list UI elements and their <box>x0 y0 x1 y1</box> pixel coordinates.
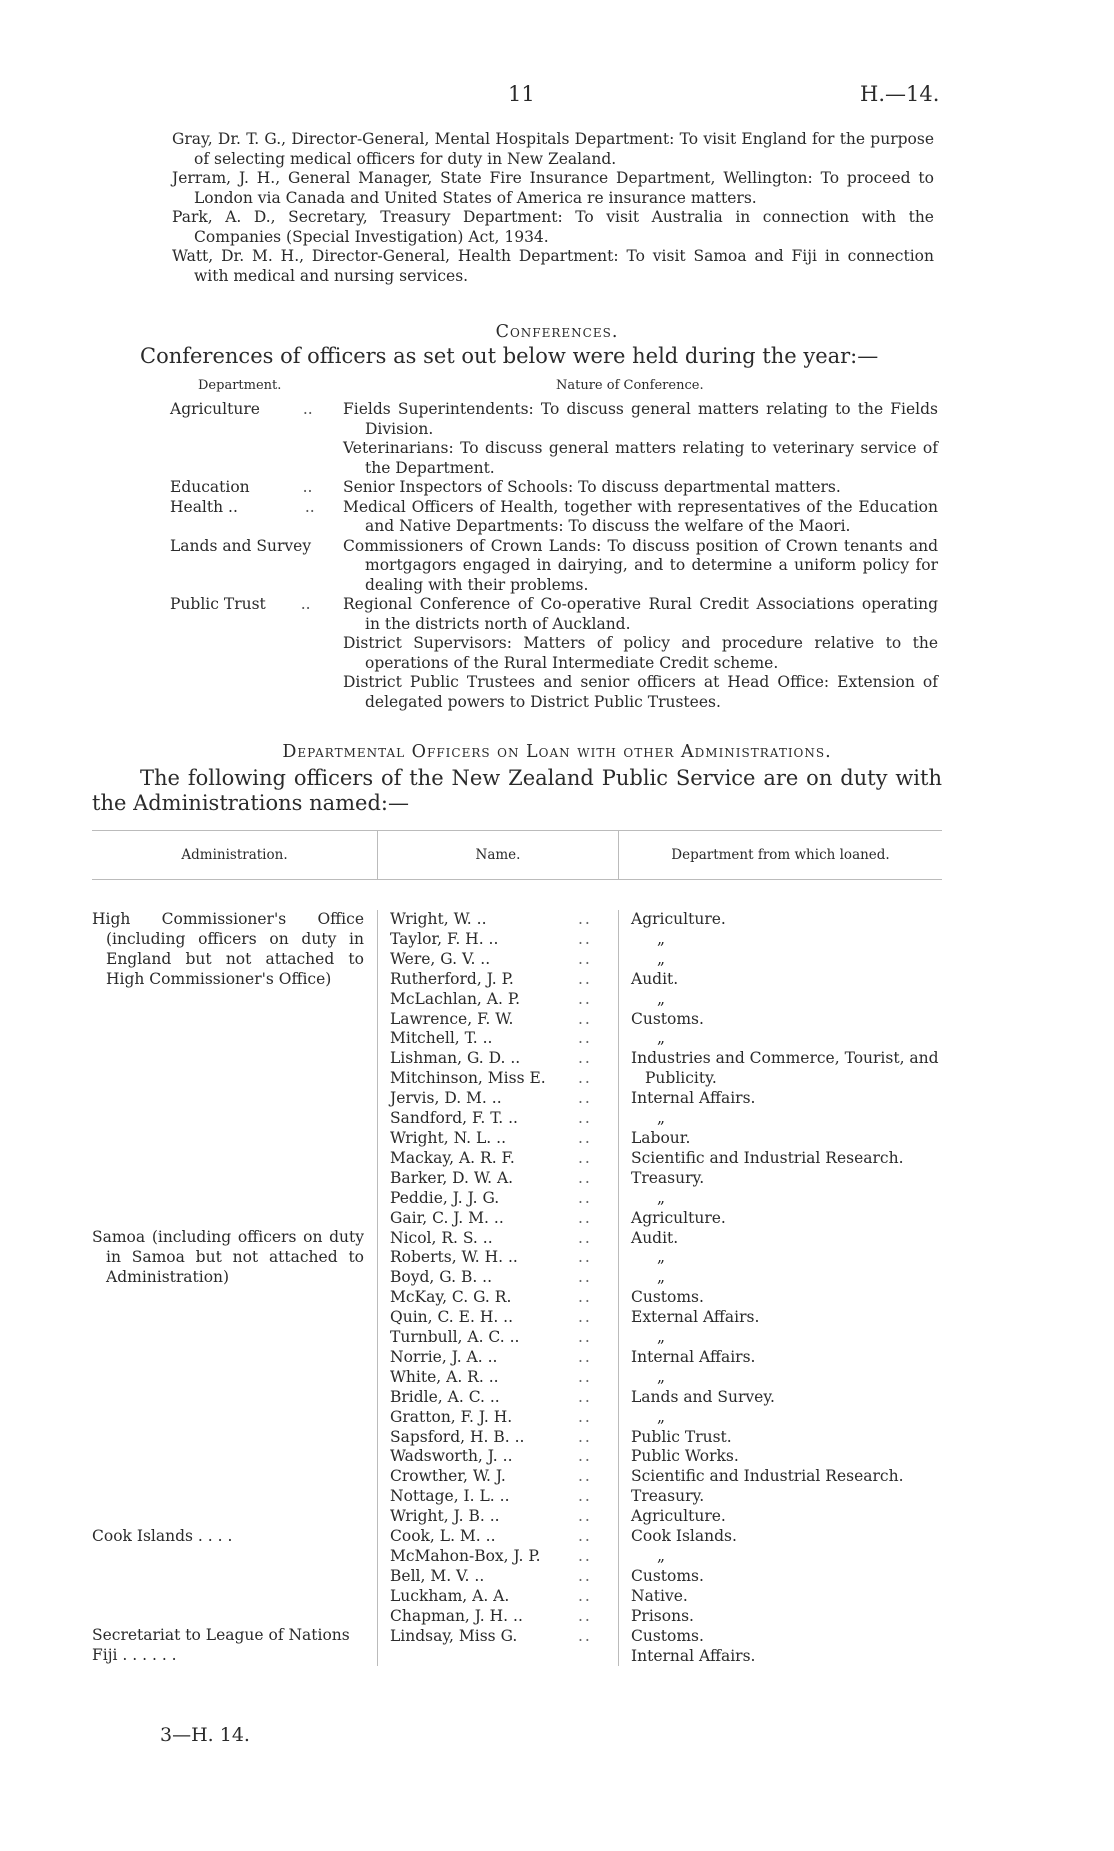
conference-department: Education .. <box>170 478 313 496</box>
conference-department: Lands and Survey <box>170 536 312 555</box>
officer-name-row: Lishman, G. D. .. .. <box>378 1049 618 1069</box>
conference-row <box>170 439 938 478</box>
officer-name-row: Mitchell, T. .. .. <box>378 1029 618 1049</box>
officer-name: Wright, W. .. <box>390 910 487 928</box>
officer-name: Nicol, R. S. .. <box>390 1228 493 1247</box>
officer-name: Peddie, J. J. G. <box>390 1188 500 1207</box>
conferences-heading: Conferences. <box>495 322 619 342</box>
conference-department: Public Trust .. <box>170 595 311 613</box>
travel-entry: Watt, Dr. M. H., Director-General, Health Department: To visit Samoa and Fiji in connection with medical and nursing services. <box>172 247 934 285</box>
loan-department: Public Works. <box>631 1447 739 1466</box>
officer-name-row: Nottage, I. L. .. .. <box>378 1487 618 1507</box>
loan-department: Audit. <box>631 969 679 988</box>
officer-name: Bridle, A. C. .. <box>390 1387 500 1406</box>
officer-name-row: Wadsworth, J. .. .. <box>378 1447 618 1467</box>
travel-list <box>172 130 934 286</box>
conference-nature: Veterinarians: To discuss general matters relating to veterinary service of the Department. <box>343 439 938 477</box>
officer-name: Luckham, A. A. <box>390 1586 510 1605</box>
officer-name: Bell, M. V. .. <box>390 1566 485 1585</box>
conference-row <box>170 537 938 596</box>
conference-row <box>170 498 938 537</box>
officer-name-row: Taylor, F. H. .. .. <box>378 930 618 950</box>
conference-row <box>170 634 938 673</box>
officer-name: Sapsford, H. B. .. <box>390 1427 525 1446</box>
officer-name: Roberts, W. H. .. <box>390 1248 518 1267</box>
travel-entry: Gray, Dr. T. G., Director-General, Mental Hospitals Department: To visit England for the purpose of selecting medical officers for duty in New Zealand. <box>172 130 935 168</box>
officer-name-row: Norrie, J. A. .. .. <box>378 1348 618 1368</box>
officer-name: Barker, D. W. A. <box>390 1168 514 1187</box>
loan-department: Customs. <box>631 1009 704 1028</box>
loans-table <box>92 830 942 1666</box>
loan-department: Cook Islands. <box>631 1527 737 1546</box>
conferences-intro: Conferences of officers as set out below were held during the year:— <box>140 344 879 368</box>
officer-name: Nottage, I. L. .. <box>390 1487 510 1506</box>
col-name: Name. <box>377 831 618 879</box>
col-administration: Administration. <box>181 847 288 863</box>
officer-name: Turnbull, A. C. .. <box>390 1328 520 1347</box>
conference-nature: Fields Superintendents: To discuss general matters relating to the Fields Division. <box>343 400 938 438</box>
loan-department: „ <box>657 1188 666 1207</box>
loan-department: Treasury. <box>631 1168 705 1187</box>
conference-department <box>170 634 343 673</box>
loan-department: „ <box>657 1248 666 1267</box>
officer-name-row: Luckham, A. A. .. <box>378 1587 618 1607</box>
officer-name-row: Chapman, J. H. .. .. <box>378 1607 618 1627</box>
conference-row <box>170 595 938 634</box>
officer-name-row: Bridle, A. C. .. .. <box>378 1388 618 1408</box>
loan-department: „ <box>657 1029 666 1048</box>
conference-nature: Regional Conference of Co-operative Rural Credit Associations operating in the districts north of Auckland. <box>343 595 938 633</box>
loan-department: „ <box>657 929 666 948</box>
loan-department: Agriculture. <box>631 910 726 928</box>
officer-name-row: Mitchinson, Miss E. .. <box>378 1069 618 1089</box>
officer-name-row: White, A. R. .. .. <box>378 1368 618 1388</box>
administration-entry: Samoa (including officers on duty in Samoa but not attached to Administration) <box>92 1228 364 1287</box>
officer-name: Lawrence, F. W. <box>390 1009 514 1028</box>
officer-name-row: Cook, L. M. .. .. <box>378 1527 618 1547</box>
officer-name: Mackay, A. R. F. <box>390 1148 515 1167</box>
officer-name-row: Lawrence, F. W. .. <box>378 1010 618 1030</box>
officer-name-row: McKay, C. G. R. .. <box>378 1288 618 1308</box>
loan-department: Customs. <box>631 1566 704 1585</box>
officer-name: Rutherford, J. P. <box>390 969 514 988</box>
officer-name-row: Gratton, F. J. H. .. <box>378 1408 618 1428</box>
officer-name: Lishman, G. D. .. <box>390 1049 521 1068</box>
loan-department: External Affairs. <box>631 1308 760 1327</box>
officer-name: Quin, C. E. H. .. <box>390 1308 514 1327</box>
officer-name: Cook, L. M. .. <box>390 1527 496 1546</box>
conference-nature: District Public Trustees and senior officers at Head Office: Extension of delegated powers to District Public Trustees. <box>343 673 938 711</box>
officer-name-row: Rutherford, J. P. .. <box>378 970 618 990</box>
administration-entry: High Commissioner's Office (including officers on duty in England but not attached to High Commissioner's Office) <box>92 910 364 988</box>
officer-name: Lindsay, Miss G. <box>390 1626 518 1645</box>
loan-department: Industries and Commerce, Tourist, and Publicity. <box>631 1049 939 1088</box>
loan-department: Internal Affairs. <box>631 1347 756 1366</box>
loan-department: „ <box>657 989 666 1008</box>
officer-name: Wright, N. L. .. <box>390 1128 507 1147</box>
officer-name: Mitchinson, Miss E. <box>390 1069 546 1088</box>
officer-name: Gair, C. J. M. .. <box>390 1208 504 1227</box>
conference-nature: Medical Officers of Health, together with representatives of the Education and Native Departments: To discuss the welfare of the Maori. <box>343 497 938 535</box>
loan-department: „ <box>657 1109 666 1128</box>
officer-name-row: Boyd, G. B. .. .. <box>378 1268 618 1288</box>
page-number: 11 <box>508 82 535 106</box>
conference-row <box>170 478 938 498</box>
administration-entry: Fiji . . . . . . <box>92 1646 177 1665</box>
travel-entry: Park, A. D., Secretary, Treasury Department: To visit Australia in connection with the Companies (Special Investigation) Act, 1934. <box>172 208 934 246</box>
conferences-list <box>170 400 938 712</box>
loan-department: Internal Affairs. <box>631 1646 756 1665</box>
officer-name-row: Wright, W. .. .. <box>378 910 618 930</box>
administration-entry: Cook Islands . . . . <box>92 1526 233 1545</box>
conference-nature: Commissioners of Crown Lands: To discuss position of Crown tenants and mortgagors engaged in dairying, and to determine a uniform policy for dealing with their problems. <box>343 536 938 594</box>
loan-department: „ <box>657 1268 666 1287</box>
officer-name: Crowther, W. J. <box>390 1467 506 1486</box>
officer-name-row: Turnbull, A. C. .. .. <box>378 1328 618 1348</box>
officer-name-row: Were, G. V. .. .. <box>378 950 618 970</box>
officer-name: Were, G. V. .. <box>390 949 491 968</box>
conference-nature: District Supervisors: Matters of policy and procedure relative to the operations of the Rural Intermediate Credit scheme. <box>343 634 938 672</box>
conferences-col-nature: Nature of Conference. <box>556 378 704 393</box>
officer-name: McLachlan, A. P. <box>390 989 521 1008</box>
officer-name-row: Gair, C. J. M. .. .. <box>378 1209 618 1229</box>
officer-name-row: Peddie, J. J. G. .. <box>378 1189 618 1209</box>
officer-name: Jervis, D. M. .. <box>390 1089 502 1108</box>
loan-department: „ <box>657 1328 666 1347</box>
officer-name: Wadsworth, J. .. <box>390 1447 513 1466</box>
conference-department <box>170 439 343 478</box>
officer-name: Gratton, F. J. H. <box>390 1407 513 1426</box>
conference-department: Agriculture .. <box>170 400 313 418</box>
loans-intro: The following officers of the New Zealand Public Service are on duty with the Administrations named:— <box>92 766 942 815</box>
conference-nature: Senior Inspectors of Schools: To discuss departmental matters. <box>343 478 841 496</box>
table-header <box>92 831 942 879</box>
officer-name: Chapman, J. H. .. <box>390 1606 523 1625</box>
loan-department: Prisons. <box>631 1606 694 1625</box>
loan-department: Agriculture. <box>631 1208 726 1227</box>
loan-department: Scientific and Industrial Research. <box>631 1467 904 1486</box>
loans-heading: Departmental Officers on Loan with other Administrations. <box>282 742 832 762</box>
document-reference: H.—14. <box>860 82 940 106</box>
table-body <box>92 880 942 1666</box>
loan-department: Public Trust. <box>631 1427 732 1446</box>
officer-name-row: McMahon-Box, J. P. .. <box>378 1547 618 1567</box>
administration-entry: Secretariat to League of Nations <box>92 1626 350 1645</box>
loan-department: Native. <box>631 1586 688 1605</box>
department-column <box>618 910 942 1666</box>
officer-name-row: Roberts, W. H. .. .. <box>378 1248 618 1268</box>
conference-department: Health .. .. <box>170 497 315 516</box>
administration-column <box>92 910 377 1666</box>
conference-department <box>170 673 343 712</box>
officer-name-row: Wright, J. B. .. .. <box>378 1507 618 1527</box>
loan-department: Lands and Survey. <box>631 1387 775 1406</box>
officer-name-row: Sandford, F. T. .. .. <box>378 1109 618 1129</box>
officer-name: Taylor, F. H. .. <box>390 929 499 948</box>
loan-department: „ <box>657 1367 666 1386</box>
loan-department: Customs. <box>631 1626 704 1645</box>
loan-department: Labour. <box>631 1128 691 1147</box>
name-column <box>377 910 618 1666</box>
loan-department: Treasury. <box>631 1487 705 1506</box>
loan-department: Scientific and Industrial Research. <box>631 1148 904 1167</box>
officer-name: McMahon-Box, J. P. <box>390 1547 541 1565</box>
loan-department: Agriculture. <box>631 1507 726 1526</box>
conference-row <box>170 400 938 439</box>
officer-name: Sandford, F. T. .. <box>390 1109 518 1128</box>
officer-name: McKay, C. G. R. <box>390 1288 512 1307</box>
officer-name: Boyd, G. B. .. <box>390 1268 493 1287</box>
officer-name-row: Sapsford, H. B. .. .. <box>378 1428 618 1448</box>
officer-name-row: Jervis, D. M. .. .. <box>378 1089 618 1109</box>
officer-name-row: Nicol, R. S. .. .. <box>378 1229 618 1249</box>
page-signature: 3—H. 14. <box>160 1724 250 1746</box>
loan-department: „ <box>657 949 666 968</box>
travel-entry: Jerram, J. H., General Manager, State Fire Insurance Department, Wellington: To proceed to London via Canada and United States of America re insurance matters. <box>172 169 934 207</box>
officer-name: Mitchell, T. .. <box>390 1029 493 1048</box>
officer-name: Norrie, J. A. .. <box>390 1347 498 1366</box>
col-department: Department from which loaned. <box>618 831 942 879</box>
officer-name: White, A. R. .. <box>390 1367 499 1386</box>
officer-name-row: Lindsay, Miss G. .. <box>378 1627 618 1647</box>
officer-name-row: Quin, C. E. H. .. .. <box>378 1308 618 1328</box>
loan-department: „ <box>657 1407 666 1426</box>
loan-department: „ <box>657 1547 666 1565</box>
loan-department: Internal Affairs. <box>631 1089 756 1108</box>
conference-row <box>170 673 938 712</box>
officer-name-row: Bell, M. V. .. .. <box>378 1567 618 1587</box>
conferences-col-department: Department. <box>198 378 282 393</box>
officer-name: Wright, J. B. .. <box>390 1507 500 1526</box>
officer-name-row: Barker, D. W. A. .. <box>378 1169 618 1189</box>
officer-name-row: Mackay, A. R. F. .. <box>378 1149 618 1169</box>
loan-department: Audit. <box>631 1228 679 1247</box>
officer-name-row: Wright, N. L. .. .. <box>378 1129 618 1149</box>
officer-name-row: McLachlan, A. P. .. <box>378 990 618 1010</box>
officer-name-row: Crowther, W. J. .. <box>378 1467 618 1487</box>
loan-department: Customs. <box>631 1288 704 1307</box>
